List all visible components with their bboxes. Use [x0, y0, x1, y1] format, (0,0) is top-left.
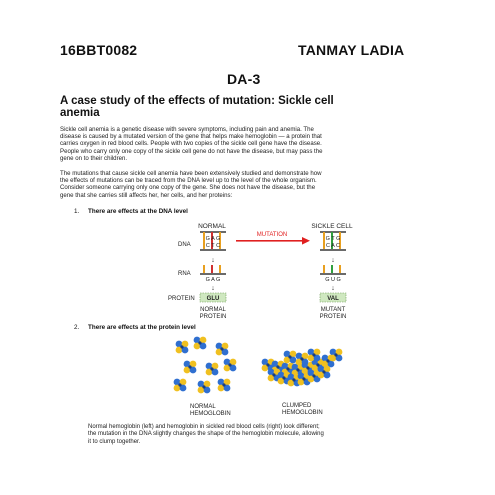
normal-protein-caption: NORMAL [200, 307, 226, 313]
normal-rna-text: G A G [205, 277, 221, 283]
arrow-down-icon: ↓ [211, 257, 215, 264]
hemoglobin-diagram [170, 335, 350, 420]
sickle-heading: SICKLE CELL [311, 223, 353, 230]
caption-line: it to clump together. [88, 438, 141, 445]
arrow-down-icon: ↓ [331, 257, 335, 264]
normal-heading: NORMAL [198, 223, 226, 230]
normal-hemoglobin-label: NORMAL [190, 404, 216, 410]
sickle-rna-strand [320, 265, 346, 283]
mutation-paragraph [60, 170, 460, 199]
normal-dna-bottom: C T C [205, 243, 221, 249]
list-text: There are effects at the protein level [88, 324, 196, 331]
intro-line: People who carry only one copy of the sickle cell gene do not have the disease, but may pass the [60, 147, 323, 155]
para-line: The mutations that cause sickle cell anemia have been extensively studied and demonstrate how [60, 170, 322, 177]
clumped-hemoglobin-label: CLUMPED [282, 403, 312, 409]
sickle-protein-text: VAL [327, 296, 339, 302]
normal-dna-top: G A G [205, 236, 221, 242]
row-label-protein: PROTEIN [168, 296, 195, 302]
normal-rna-strand [200, 265, 226, 283]
arrow-down-icon: ↓ [331, 285, 335, 292]
para-line: Consider someone carrying only one copy of the gene. She does not have the disease, but the [60, 184, 316, 192]
list-number: 1. [74, 208, 80, 215]
para-line: the effects of mutations can be traced from the DNA level up to the level of the whole organism. [60, 177, 317, 185]
clumped-hemoglobin-molecules [262, 349, 343, 387]
intro-line: carries oxygen in red blood cells. People with two copies of the sickle cell gene have the disease. [60, 140, 322, 148]
clumped-hemoglobin-label: HEMOGLOBIN [282, 410, 323, 416]
mutant-protein-caption: PROTEIN [319, 314, 347, 320]
normal-dna-strand [200, 231, 226, 251]
list-text: There are effects at the DNA level [88, 208, 188, 215]
row-label-rna: RNA [178, 271, 191, 277]
mutation-label: MUTATION [256, 232, 288, 238]
sickle-dna-top: G T G [325, 236, 341, 242]
caption-line: the mutation in the DNA slightly changes the shape of the hemoglobin molecule, allowing [88, 431, 324, 438]
intro-line: Sickle cell anemia is a genetic disease with severe symptoms, including pain and anemia. The [60, 126, 314, 133]
intro-paragraph [60, 126, 460, 162]
page-title [60, 95, 460, 119]
sickle-dna-strand [320, 231, 346, 251]
roll-number: 16BBT0082 [60, 42, 138, 58]
intro-line: gene on to their children. [60, 154, 128, 162]
sickle-protein-box [320, 293, 346, 302]
sickle-dna-bottom: C A C [325, 243, 341, 249]
normal-hemoglobin-molecules [174, 337, 237, 394]
list-number: 2. [74, 324, 80, 331]
arrow-down-icon: ↓ [211, 285, 215, 292]
sickle-rna-text: G U G [325, 277, 341, 283]
figure-caption [88, 424, 458, 446]
normal-protein-box [200, 293, 226, 302]
normal-protein-caption: PROTEIN [199, 314, 227, 320]
intro-line: disease is caused by a mutated version of the gene that helps make hemoglobin — a protein that [60, 133, 322, 141]
normal-protein-text: GLU [206, 296, 220, 302]
para-line: gene that she carries still affects her, her cells, and her proteins: [60, 191, 233, 199]
list-item-dna [74, 208, 188, 215]
student-name: TANMAY LADIA [298, 42, 405, 58]
mutant-protein-caption: MUTANT [320, 307, 346, 313]
list-item-protein [74, 324, 196, 331]
normal-hemoglobin-label: HEMOGLOBIN [190, 411, 231, 417]
row-label-dna: DNA [178, 242, 191, 248]
title-line-1: A case study of the effects of mutation: Sickle cell [60, 95, 334, 107]
title-line-2: anemia [60, 107, 100, 119]
caption-line: Normal hemoglobin (left) and hemoglobin in sickled red blood cells (right) look different; [88, 424, 320, 430]
mutation-arrow [236, 237, 310, 245]
assignment-title: DA-3 [227, 71, 261, 87]
